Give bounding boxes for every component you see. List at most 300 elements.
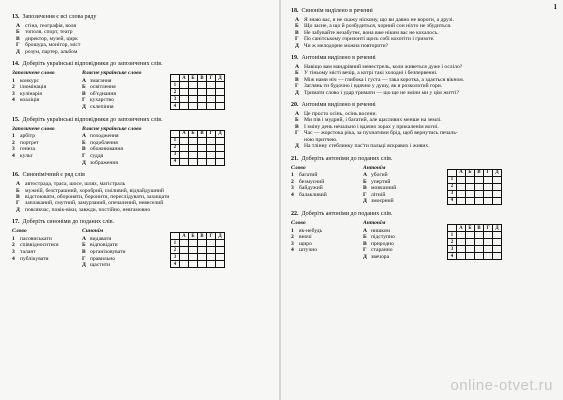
answer-grid-cell[interactable] (216, 158, 225, 165)
left-item-text: ілюмінація (20, 84, 47, 91)
answer-grid-cell[interactable] (484, 197, 493, 204)
option-text: На тлінну стеблинку пас'ти пальці яскравих і живих. (304, 143, 430, 150)
answer-grid-cell[interactable] (207, 151, 216, 158)
answer-grid-row-number: 2 (448, 183, 457, 190)
answer-grid (170, 232, 225, 268)
answer-grid-cell[interactable] (180, 240, 189, 247)
question-title (291, 102, 555, 109)
question-title (291, 55, 555, 62)
option-letter: Г (295, 83, 299, 90)
left-item (291, 185, 363, 192)
answer-grid-corner (448, 225, 457, 232)
right-column-header: Власне українське слово (82, 70, 142, 77)
right-item (363, 247, 441, 254)
answer-grid-cell[interactable] (180, 247, 189, 254)
left-item-text: талант (20, 248, 36, 255)
option-letter: Д (295, 89, 299, 96)
right-item-text: упертий (371, 178, 391, 185)
options-list (291, 64, 555, 96)
answer-grid-corner (448, 169, 457, 176)
right-column-header: Синонім (82, 228, 104, 235)
left-item-text: коаліція (20, 97, 40, 104)
right-item (82, 236, 164, 243)
answer-grid-cell[interactable] (466, 190, 475, 197)
answer-grid-cell[interactable] (207, 158, 216, 165)
option-letter: В (16, 35, 20, 42)
answer-grid-cell[interactable] (207, 240, 216, 247)
right-item-letter: А (363, 172, 368, 179)
answer-grid-cell[interactable] (198, 103, 207, 110)
matching-block (12, 70, 271, 111)
answer-grid-cell[interactable] (457, 253, 466, 260)
answer-grid-cell[interactable] (457, 183, 466, 190)
left-item-number: 1 (291, 227, 294, 234)
question-title (12, 117, 271, 124)
answer-grid-cell[interactable] (207, 103, 216, 110)
right-item (82, 256, 164, 263)
answer-grid-letter: Б (189, 233, 198, 240)
option-letter: А (295, 111, 300, 118)
answer-grid-cell[interactable] (457, 232, 466, 239)
answer-grid-cell[interactable] (493, 197, 502, 204)
answer-grid-cell[interactable] (466, 232, 475, 239)
answer-grid-cell[interactable] (189, 158, 198, 165)
question-title (12, 14, 271, 21)
answer-grid-cell[interactable] (189, 103, 198, 110)
option-text: Тримати слово і удар тримати — що ще не зміни ми у цім житті? (304, 89, 460, 96)
option-letter: Б (295, 70, 299, 77)
answer-grid-cell[interactable] (189, 82, 198, 89)
right-item-text: освітлення (90, 84, 116, 91)
answer-grid-cell[interactable] (493, 239, 502, 246)
answer-grid-cell[interactable] (207, 247, 216, 254)
answer-grid-cell[interactable] (457, 197, 466, 204)
answer-grid-cell[interactable] (207, 144, 216, 151)
answer-grid-cell[interactable] (457, 239, 466, 246)
right-item (82, 262, 164, 269)
question-14 (12, 61, 271, 111)
option-text: Навіщо вам мандрівний менестрель, коли живеться дуже і осліло? (304, 64, 463, 71)
answer-grid-row-number: 1 (171, 137, 180, 144)
answer-grid-cell[interactable] (189, 89, 198, 96)
right-item (82, 242, 164, 249)
answer-grid-cell[interactable] (475, 232, 484, 239)
left-item-number: 2 (12, 84, 15, 91)
answer-grid-cell[interactable] (180, 158, 189, 165)
left-item (291, 234, 363, 241)
answer-grid-row-number: 3 (171, 96, 180, 103)
question-number: 17. (12, 219, 20, 226)
left-item-number: 2 (291, 178, 294, 185)
answer-grid-cell[interactable] (484, 232, 493, 239)
answer-grid-letter: Д (493, 169, 502, 176)
answer-grid-cell[interactable] (198, 158, 207, 165)
answer-grid-cell[interactable] (216, 254, 225, 261)
left-item-text: культ (20, 152, 33, 159)
option-letter: А (16, 181, 21, 188)
answer-grid-cell[interactable] (180, 137, 189, 144)
question-text: Доберіть українські відповідники до запозичених слів. (22, 116, 163, 123)
answer-grid-letter: Б (189, 75, 198, 82)
answer-grid-letter: Д (493, 225, 502, 232)
left-item-text: пасовиськати (20, 235, 52, 242)
right-item-letter: В (82, 248, 86, 255)
left-item-text: конкурс (20, 77, 39, 84)
option-text: ною притчею. (304, 136, 338, 143)
answer-grid-cell[interactable] (484, 183, 493, 190)
option-letter: А (295, 64, 300, 71)
answer-grid-cell[interactable] (466, 176, 475, 183)
right-item-text: змагання (90, 77, 112, 84)
answer-grid-cell[interactable] (180, 144, 189, 151)
answer-grid-cell[interactable] (475, 190, 484, 197)
right-item-letter: Д (82, 262, 86, 269)
left-item (12, 78, 82, 85)
answer-grid-row-number: 2 (448, 239, 457, 246)
left-column-header: Запозичене слово (12, 125, 55, 132)
answer-grid (170, 130, 225, 166)
left-item-text: співвідноситися (20, 242, 59, 249)
right-item-letter: Г (82, 152, 86, 159)
option-text: Заглянь ти будочно і вдячно у душу, як я розколотий гори. (304, 83, 443, 90)
left-column (12, 126, 82, 160)
answer-grid-cell[interactable] (189, 261, 198, 268)
left-item (12, 97, 82, 104)
answer-grid-cell[interactable] (180, 82, 189, 89)
left-column-header: Запозичене слово (12, 70, 55, 77)
question-title (12, 219, 271, 226)
answer-grid-cell[interactable] (466, 183, 475, 190)
option-text: Це просто осінь, осінь восени. (304, 111, 377, 118)
answer-grid-cell[interactable] (475, 246, 484, 253)
answer-grid-cell[interactable] (198, 137, 207, 144)
answer-grid-row-number: 3 (171, 254, 180, 261)
right-item (82, 146, 164, 153)
answer-grid-cell[interactable] (180, 103, 189, 110)
answer-grid-cell[interactable] (207, 137, 216, 144)
question-number: 21. (291, 155, 299, 162)
answer-grid-cell[interactable] (475, 176, 484, 183)
question-text: Антоніми виділено в реченні (301, 55, 376, 62)
left-item-text: балакливий (299, 191, 327, 198)
answer-grid-cell[interactable] (493, 183, 502, 190)
question-number: 19. (291, 55, 299, 62)
question-number: 15. (12, 116, 20, 123)
option-text: Чи ж мелодорне можна повторити? (304, 42, 389, 49)
answer-grid-cell[interactable] (189, 137, 198, 144)
answer-grid-row-number: 4 (448, 253, 457, 260)
answer-grid-cell[interactable] (189, 96, 198, 103)
right-item-letter: Г (82, 255, 86, 262)
right-item-text: літній (371, 191, 386, 198)
answer-grid-cell[interactable] (457, 176, 466, 183)
right-item-text: убогий (371, 172, 388, 179)
answer-grid-cell[interactable] (466, 253, 475, 260)
option-row (291, 90, 555, 96)
right-item (82, 249, 164, 256)
answer-grid-letter: В (198, 130, 207, 137)
question-text: Запозичення є всі слова ряду (22, 14, 97, 20)
answer-grid-cell[interactable] (484, 239, 493, 246)
answer-grid-cell[interactable] (198, 240, 207, 247)
left-item-text: багатий (299, 172, 318, 179)
answer-grid-cell[interactable] (180, 96, 189, 103)
question-title (12, 172, 271, 179)
right-column-header: Власне українське слово (82, 125, 142, 132)
right-item-text: суддя (90, 152, 104, 159)
answer-grid-cell[interactable] (466, 239, 475, 246)
left-item-number: 2 (12, 139, 15, 146)
right-column (82, 228, 164, 269)
answer-grid-letter: Г (484, 225, 493, 232)
option-text: Між нами ніч — глибока і густа — така коротка, а здається вікном. (304, 76, 465, 83)
option-row (12, 207, 271, 213)
left-item (12, 84, 82, 91)
option-text: Що засне, а що й розбудиться, чорний сон ніхто не збудиться. (304, 23, 452, 30)
answer-grid-cell[interactable] (457, 190, 466, 197)
matching-block (291, 165, 555, 206)
right-item-letter: Д (82, 159, 86, 166)
answer-grid-cell[interactable] (484, 246, 493, 253)
option-letter: Д (295, 42, 299, 49)
answer-grid-letter: Б (189, 130, 198, 137)
answer-grid-cell[interactable] (198, 144, 207, 151)
option-text: директор, музей, цирк (25, 35, 78, 42)
right-item-text: правильно (90, 255, 116, 262)
answer-grid-cell[interactable] (189, 151, 198, 158)
right-item-letter: А (363, 227, 368, 234)
left-item (12, 133, 82, 140)
answer-grid-cell[interactable] (484, 190, 493, 197)
left-item-text: арбітр (20, 133, 35, 140)
left-item-number: 1 (12, 133, 15, 140)
answer-grid-cell[interactable] (493, 246, 502, 253)
right-item (82, 97, 164, 104)
answer-grid-letter: В (198, 75, 207, 82)
right-item-letter: А (82, 77, 87, 84)
answer-grid-cell[interactable] (216, 89, 225, 96)
left-column-header: Слово (291, 220, 306, 227)
left-item-text: безмусний (299, 178, 325, 185)
answer-grid-cell[interactable] (198, 254, 207, 261)
option-row (12, 49, 271, 55)
right-item-text: організовувати (90, 248, 126, 255)
answer-grid-cell[interactable] (466, 246, 475, 253)
right-item-text: звечора (371, 254, 390, 261)
question-number: 13. (12, 14, 20, 20)
right-item (82, 153, 164, 160)
answer-grid-row-number: 1 (171, 240, 180, 247)
answer-grid-cell[interactable] (198, 261, 207, 268)
left-item (291, 247, 363, 254)
question-text: Синонімічний є ряд слів (22, 172, 85, 179)
answer-grid-cell[interactable] (475, 253, 484, 260)
option-text: стіна, географія, воля (25, 23, 77, 29)
answer-grid-cell[interactable] (189, 240, 198, 247)
answer-grid-row-number: 4 (448, 197, 457, 204)
right-item-letter: Б (363, 234, 367, 241)
answer-grid-cell[interactable] (180, 89, 189, 96)
answer-grid-cell[interactable] (207, 96, 216, 103)
answer-grid-cell[interactable] (198, 151, 207, 158)
answer-grid-cell[interactable] (207, 82, 216, 89)
question-number: 18. (291, 8, 299, 14)
answer-grid-cell[interactable] (493, 253, 502, 260)
right-item-text: подоблення (90, 139, 118, 146)
left-item (12, 140, 82, 147)
answer-grid-cell[interactable] (180, 254, 189, 261)
answer-grid-letter: В (198, 233, 207, 240)
answer-grid-cell[interactable] (198, 89, 207, 96)
answer-grid-row-number: 1 (448, 232, 457, 239)
left-column (291, 220, 363, 254)
option-letter: В (295, 29, 299, 36)
option-text: По санітському горизонті щось собі кохотіти і гризоте. (304, 36, 435, 43)
left-item-number: 4 (12, 255, 15, 262)
answer-grid-cell[interactable] (180, 261, 189, 268)
answer-grid-cell[interactable] (466, 197, 475, 204)
option-letter: А (295, 17, 300, 23)
answer-grid-cell[interactable] (475, 239, 484, 246)
option-letter: Д (16, 206, 20, 213)
left-column-header: Слово (12, 228, 27, 235)
answer-grid-letter: Б (466, 225, 475, 232)
answer-grid-cell[interactable] (189, 144, 198, 151)
option-letter: Б (295, 117, 299, 124)
option-row (291, 143, 555, 149)
question-title (12, 61, 271, 68)
answer-grid-letter: А (180, 233, 189, 240)
question-number: 20. (291, 102, 299, 109)
left-column (12, 228, 82, 262)
option-text: Не забувайте незабутнє, вона вже ніким вас не кохалось. (304, 29, 439, 36)
answer-grid-corner (171, 233, 180, 240)
options-list (291, 17, 555, 49)
right-item-text: змоєрний (371, 198, 394, 205)
left-item-text: публікувати (20, 255, 49, 262)
answer-grid-cell[interactable] (475, 183, 484, 190)
right-item-letter: В (363, 185, 367, 192)
option-letter: Г (16, 200, 20, 207)
answer-grid-row-number: 1 (171, 82, 180, 89)
answer-grid-cell[interactable] (493, 190, 502, 197)
right-item (82, 78, 164, 85)
answer-grid (170, 74, 225, 110)
answer-grid-letter: Б (466, 169, 475, 176)
answer-grid-row-number: 4 (171, 103, 180, 110)
left-item-text: портрет (20, 139, 39, 146)
right-item-letter: Г (82, 97, 86, 104)
answer-grid-row-number: 3 (448, 190, 457, 197)
answer-grid-letter: Г (207, 130, 216, 137)
left-column (291, 165, 363, 199)
question-number: 14. (12, 61, 20, 68)
left-item (12, 146, 82, 153)
option-letter: В (295, 76, 299, 83)
right-item-letter: Д (363, 198, 367, 205)
answer-grid-cell[interactable] (198, 96, 207, 103)
matching-block (12, 228, 271, 269)
answer-grid-cell[interactable] (216, 82, 225, 89)
left-item (291, 241, 363, 248)
option-text: У тiньому місті вечір, а котрі такі холодні і безпервенні. (304, 70, 438, 77)
right-item-letter: Д (363, 254, 367, 261)
answer-grid-cell[interactable] (216, 247, 225, 254)
answer-grid-cell[interactable] (484, 253, 493, 260)
left-item-number: 2 (291, 234, 294, 241)
answer-grid-cell[interactable] (493, 176, 502, 183)
answer-grid-cell[interactable] (198, 82, 207, 89)
right-item-text: щастити (90, 262, 111, 269)
right-item-text: зображення (90, 159, 118, 166)
question-18 (291, 8, 555, 49)
option-text: І зміну день нечально і вдачно зорах у прикаленім вогні. (304, 123, 439, 130)
answer-grid-cell[interactable] (484, 176, 493, 183)
left-item (12, 236, 82, 243)
answer-grid-cell[interactable] (189, 254, 198, 261)
answer-grid-cell[interactable] (216, 151, 225, 158)
right-item-text: кухарство (90, 97, 114, 104)
answer-grid-cell[interactable] (475, 197, 484, 204)
left-item-number: 1 (291, 172, 294, 179)
option-letter: Б (295, 23, 299, 30)
right-item-text: мовчазний (371, 185, 397, 192)
left-item-text: як-небудь (299, 227, 323, 234)
answer-grid-cell[interactable] (207, 254, 216, 261)
answer-grid-cell[interactable] (216, 137, 225, 144)
left-item-number: 3 (291, 240, 294, 247)
answer-grid-cell[interactable] (180, 151, 189, 158)
answer-grid-cell[interactable] (189, 247, 198, 254)
answer-grid-cell[interactable] (207, 261, 216, 268)
answer-grid-row-number: 2 (171, 144, 180, 151)
right-item-text: відповідати (90, 242, 118, 249)
answer-grid-cell[interactable] (216, 240, 225, 247)
answer-grid-letter: А (457, 169, 466, 176)
answer-grid-cell[interactable] (493, 232, 502, 239)
answer-grid-cell[interactable] (457, 246, 466, 253)
left-item-number: 4 (291, 247, 294, 254)
answer-grid-cell[interactable] (216, 261, 225, 268)
answer-grid-cell[interactable] (216, 144, 225, 151)
answer-grid-cell[interactable] (216, 96, 225, 103)
right-item (82, 91, 164, 98)
option-letter: В (295, 123, 299, 130)
answer-grid-cell[interactable] (207, 89, 216, 96)
question-text: Доберіть українські відповідники до запозичених слів. (22, 61, 163, 68)
answer-grid-letter: Д (216, 75, 225, 82)
question-21 (291, 156, 555, 206)
question-22 (291, 211, 555, 261)
question-17 (12, 219, 271, 269)
option-letter: Д (295, 143, 299, 150)
question-text: Доберіть антоніми до поданих слів. (301, 211, 393, 218)
right-page (281, 0, 563, 400)
right-item (363, 198, 441, 205)
answer-grid-row-number: 4 (171, 261, 180, 268)
right-column (363, 220, 441, 261)
left-item-text: штучно (299, 247, 318, 254)
question-text: Доберіть антоніми до поданих слів. (301, 155, 393, 162)
left-item-number: 1 (12, 77, 15, 84)
right-item-text: природно (371, 240, 394, 247)
right-column-header: Антонім (363, 164, 386, 171)
left-item-text: щиро (299, 240, 312, 247)
answer-grid-cell[interactable] (216, 103, 225, 110)
answer-grid-letter: Г (484, 169, 493, 176)
answer-grid-cell[interactable] (198, 247, 207, 254)
option-text: автострада, траса, шосе, шлях, магістраль (25, 181, 126, 188)
